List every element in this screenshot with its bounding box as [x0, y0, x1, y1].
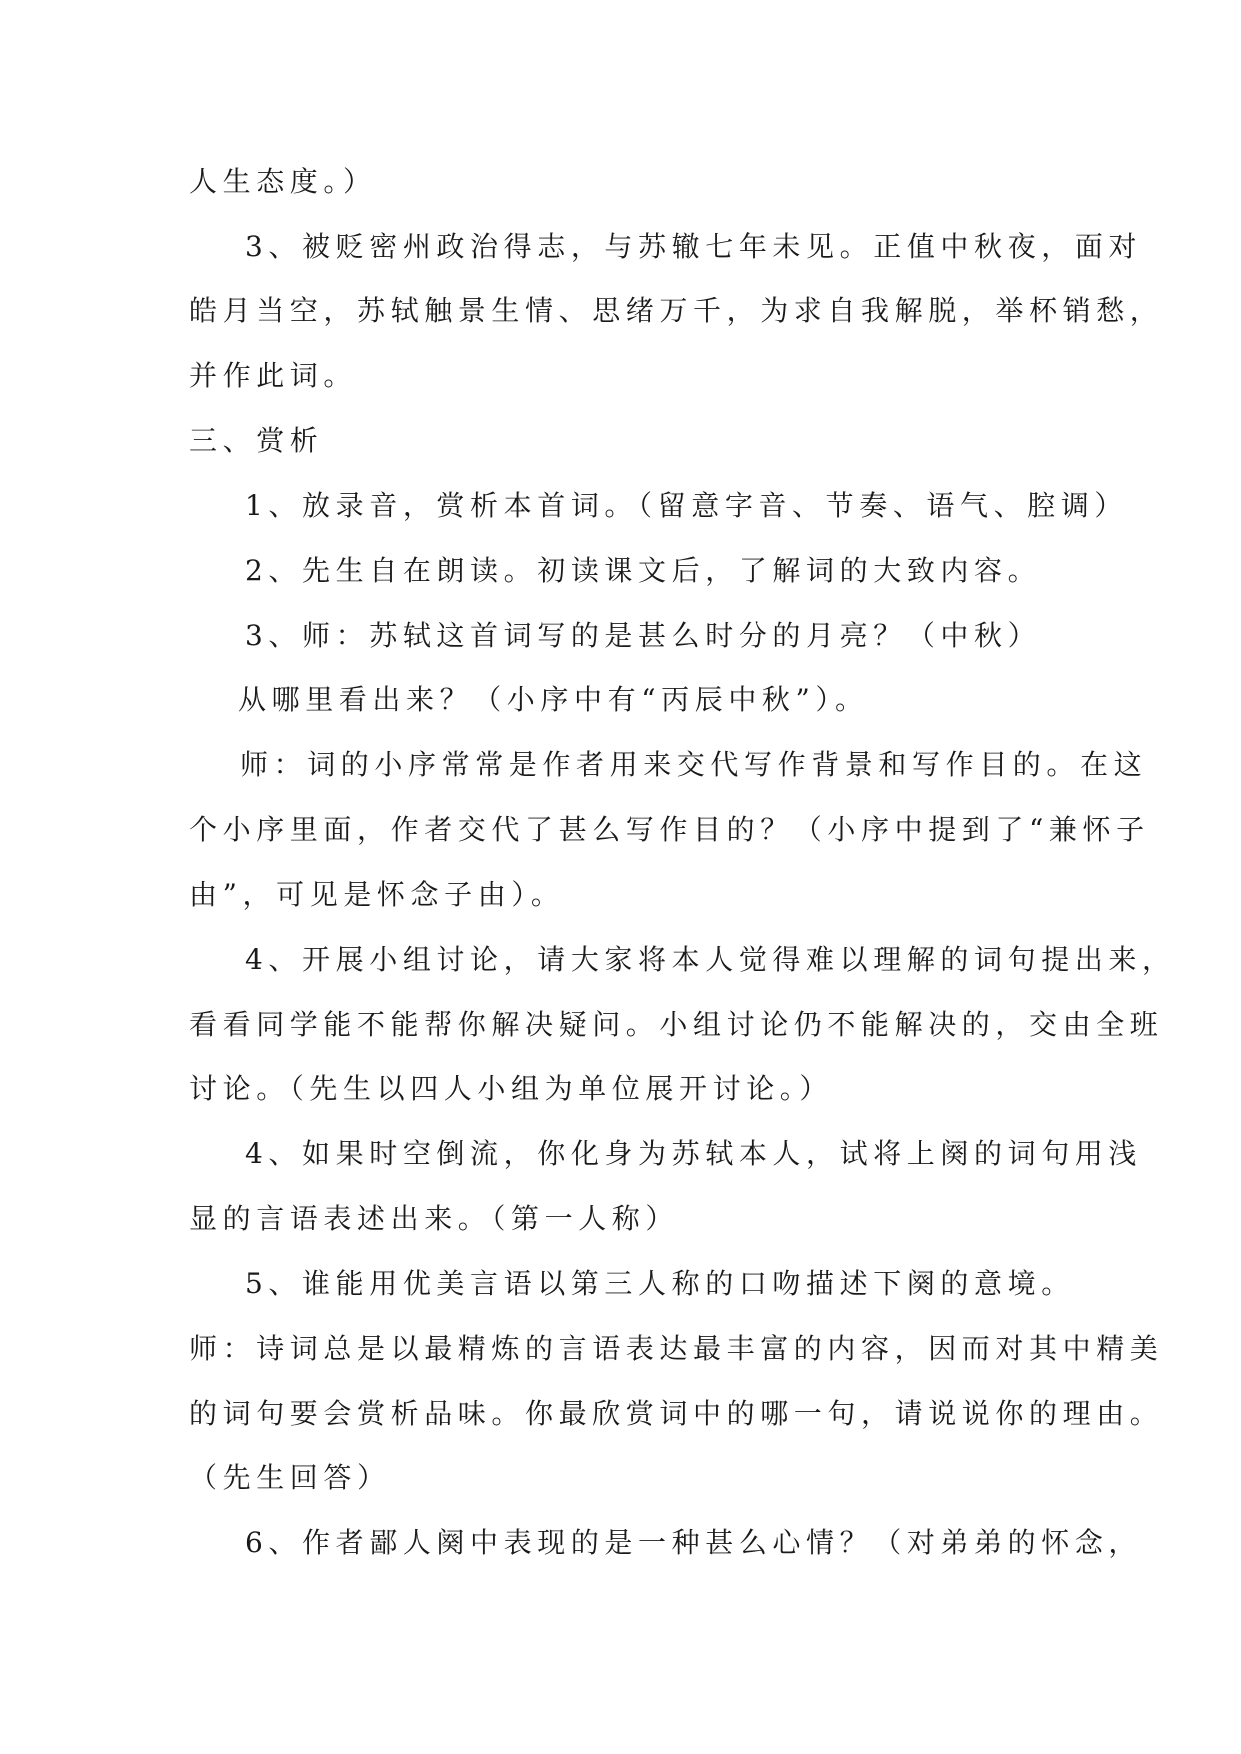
- text-line-4: 并作此词。: [189, 359, 358, 392]
- text-line-1: 人生态度。）: [189, 165, 377, 198]
- text-line-16: 4、如果时空倒流，你化身为苏轼本人，试将上阕的词句用浅: [245, 1137, 1143, 1170]
- text-line-3: 皓月当空，苏轼触景生情、思绪万千，为求自我解脱，举杯销愁，: [189, 294, 1164, 327]
- text-line-11: 个小序里面，作者交代了甚么写作目的？（小序中提到了“兼怀子: [189, 813, 1150, 846]
- text-line-19: 师：诗词总是以最精炼的言语表达最丰富的内容，因而对其中精美: [189, 1332, 1164, 1365]
- text-line-2: 3、被贬密州政治得志，与苏辙七年未见。正值中秋夜，面对: [245, 230, 1143, 263]
- text-line-14: 看看同学能不能帮你解决疑问。小组讨论仍不能解决的，交由全班: [189, 1008, 1164, 1041]
- text-line-13: 4、开展小组讨论，请大家将本人觉得难以理解的词句提出来，: [245, 943, 1176, 976]
- section-heading: 三、赏析: [189, 424, 324, 457]
- text-line-21: （先生回答）: [189, 1461, 391, 1494]
- text-line-15: 讨论。（先生以四人小组为单位展开讨论。）: [189, 1072, 834, 1105]
- text-line-7: 2、先生自在朗读。初读课文后，了解词的大致内容。: [245, 554, 1042, 587]
- text-line-12: 由”，可见是怀念子由）。: [189, 878, 565, 911]
- text-line-18: 5、谁能用优美言语以第三人称的口吻描述下阕的意境。: [245, 1267, 1075, 1300]
- text-line-10: 师：词的小序常常是作者用来交代写作背景和写作目的。在这: [240, 748, 1148, 781]
- text-line-22: 6、作者鄙人阕中表现的是一种甚么心情？（对弟弟的怀念，: [245, 1526, 1143, 1559]
- text-line-8: 3、师：苏轼这首词写的是甚么时分的月亮？（中秋）: [245, 619, 1042, 652]
- text-line-6: 1、放录音，赏析本首词。（留意字音、节奏、语气、腔调）: [245, 489, 1129, 522]
- text-line-9: 从哪里看出来？（小序中有“丙辰中秋”）。: [238, 683, 869, 716]
- text-line-17: 显的言语表述出来。（第一人称）: [189, 1202, 680, 1235]
- text-line-20: 的词句要会赏析品味。你最欣赏词中的哪一句，请说说你的理由。: [189, 1397, 1164, 1430]
